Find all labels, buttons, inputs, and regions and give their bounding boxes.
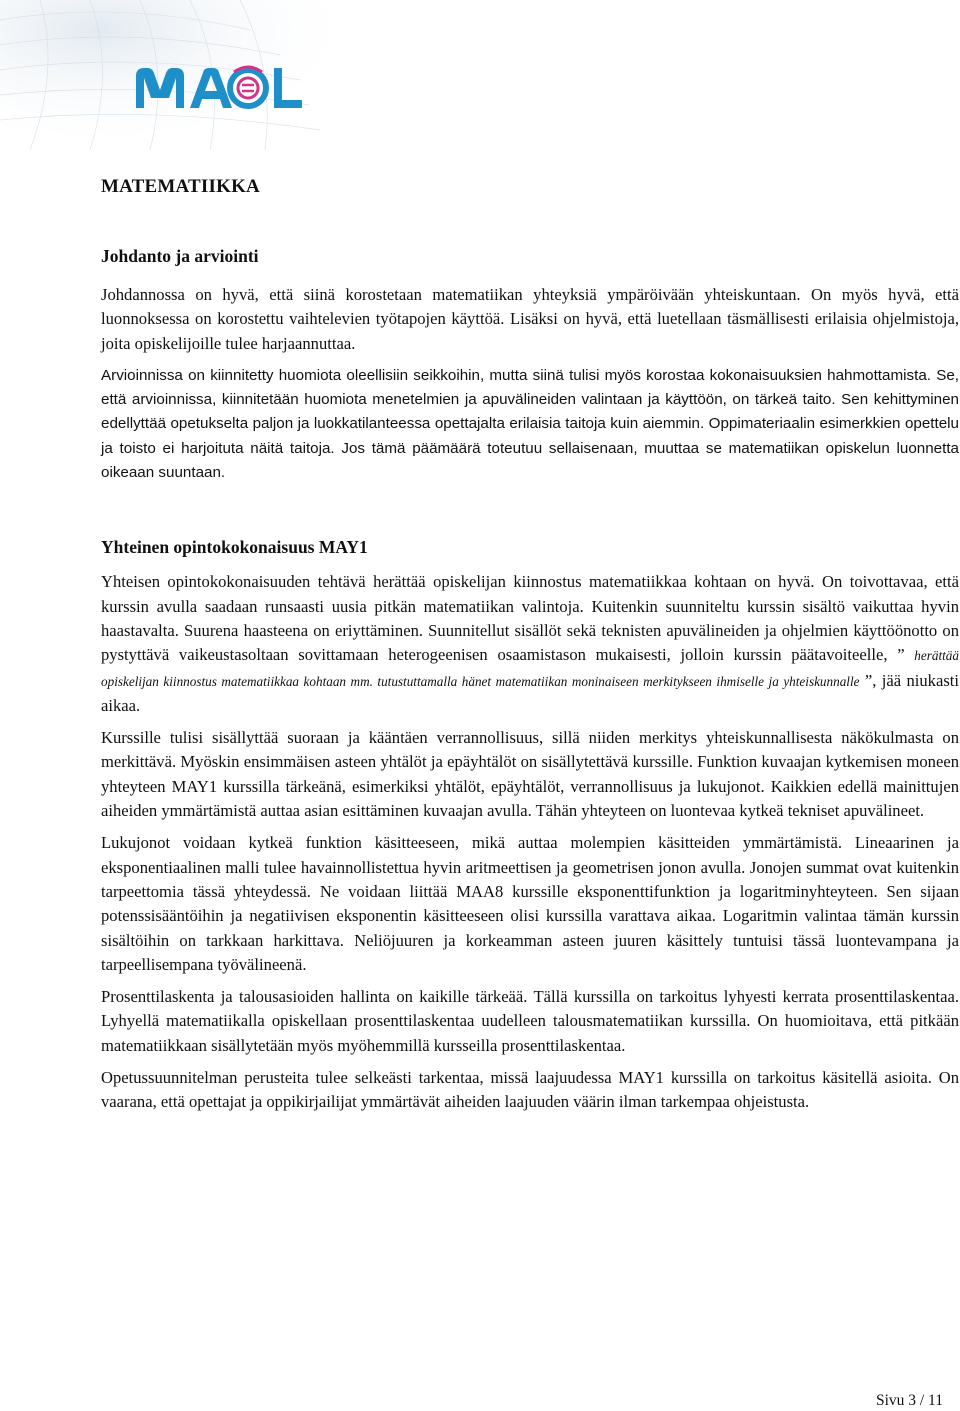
- paragraph: [101, 570, 959, 718]
- section-introduction: [101, 244, 959, 485]
- section-heading: Johdanto ja arviointi: [101, 246, 259, 266]
- document-title: MATEMATIIKKA: [101, 176, 260, 197]
- paragraph: Prosenttilaskenta ja talousasioiden hallinta on kaikille tärkeää. Tällä kurssilla on tarkoitus lyhyesti kerrata prosenttilaskentaa. Lyhyellä matematiikalla opiskellaan prosenttilaskentaa uudelleen talousmatematiikan kurssilla. On huomioitava, että pitkään matematiikkaan sisällytetään myös myöhemmillä kursseilla prosenttilaskentaa.: [101, 987, 959, 1055]
- paragraph: Lukujonot voidaan kytkeä funktion käsitteeseen, mikä auttaa molempien käsitteiden ymmärtämistä. Lineaarinen ja eksponentiaalinen malli tulee havainnollistettua hyvin aritmeettisen ja geometrisen jonon avulla. Jonojen summat ovat kuitenkin tarpeettomia tässä yhteydessä. Ne voidaan liittää MAA8 kurssille eksponenttifunktion ja logaritminyhteyteen. Sen sijaan potenssisääntöihin ja negatiivisen eksponentin käsitteeseen olisi kurssilla varattava aikaa. Logaritmin valintaa tämän kurssin sisältöihin on tarkkaan harkittava. Neliöjuuren ja korkeamman asteen juuren käsittely tuntuisi tässä luontevampana ja tarpeellisempana työvälineenä.: [101, 833, 959, 974]
- paragraph: Johdannossa on hyvä, että siinä korostetaan matematiikan yhteyksiä ympäröivään yhteiskuntaan. On myös hyvä, että luonnoksessa on korostettu vaihtelevien työtapojen käyttöä. Lisäksi on hyvä, että luetellaan täsmällisesti erilaisia ohjelmistoja, joita opiskelijoille tulee harjaannuttaa.: [101, 285, 959, 353]
- paragraph-text: Yhteisen opintokokonaisuuden tehtävä herättää opiskelijan kiinnostus matematiikkaa kohtaan on hyvä. On toivottavaa, että kurssin avulla saadaan runsaasti uusia pitkän matematiikan valintoja. Kuitenkin suunniteltu kurssin sisältö vaikuttaa hyvin haastavalta. Suurena haasteena on eriyttäminen. Suunnitellut sisällöt sekä teknisten apuvälineiden ja ohjelmien käyttöönotto on pystyttävä vaikeustasoltaan sovittamaan heterogeenisen osaamistason mukaisesti, jolloin kurssin päätavoiteelle, ”: [101, 572, 959, 665]
- maol-logo: [134, 58, 304, 118]
- section-heading: Yhteinen opintokokonaisuus MAY1: [101, 537, 368, 558]
- document-body: [101, 172, 959, 1115]
- paragraph: Arvioinnissa on kiinnitetty huomiota oleellisiin seikkoihin, mutta siinä tulisi myös korostaa kokonaisuuksien hahmottamista. Se, että arvioinnissa, kiinnitetään huomiota menetelmien ja apuvälineiden valintaan ja käyttöön, on tärkeä taito. Sen kehittyminen edellyttää opetukselta paljon ja luokkatilanteessa opettajalta erilaisia taitoja kuin aiemmin. Oppimateriaalin esimerkkien opettelu ja toisto ei harjoituta näitä taitoja. Jos tämä päämäärä toteutuu sellaisenaan, muuttaa se matematiikan opiskelun luonnetta oikeaan suuntaan.: [101, 366, 959, 482]
- paragraph-text: ”, jää niukasti aikaa.: [101, 670, 959, 715]
- page-number: Sivu 3 / 11: [875, 1392, 943, 1409]
- paragraph: Kurssille tulisi sisällyttää suoraan ja kääntäen verrannollisuus, sillä niiden merkitys yhteiskunnallisesta näkökulmasta on merkittävä. Myöskin ensimmäisen asteen yhtälöt ja epäyhtälöt on sisällytettävä kurssille. Funktion kuvaajan kytkemisen moneen yhteyteen MAY1 kurssilla tärkeänä, esimerkiksi yhtälöt, epäyhtälöt, verrannollisuus ja lukujonot. Kaikkien edellä mainittujen aiheiden ymmärtämistä auttaa asian esittäminen kuvaajan avulla. Tähän yhteyteen on luontevaa kytkeä tekniset apuvälineet.: [101, 728, 959, 821]
- quoted-objective: herättää opiskelijan kiinnostus matematiikkaa kohtaan mm. tutustuttamalla hänet matematiikan moninaiseen merkitykseen ihmiselle ja yhteiskunnalle: [101, 648, 959, 689]
- paragraph: Opetussuunnitelman perusteita tulee selkeästi tarkentaa, missä laajuudessa MAY1 kurssilla on tarkoitus käsitellä asioita. On vaarana, että opettajat ja oppikirjailijat ymmärtävät aiheiden laajuuden väärin ilman tarkempaa ohjeistusta.: [101, 1068, 959, 1112]
- section-may1: [101, 535, 959, 1114]
